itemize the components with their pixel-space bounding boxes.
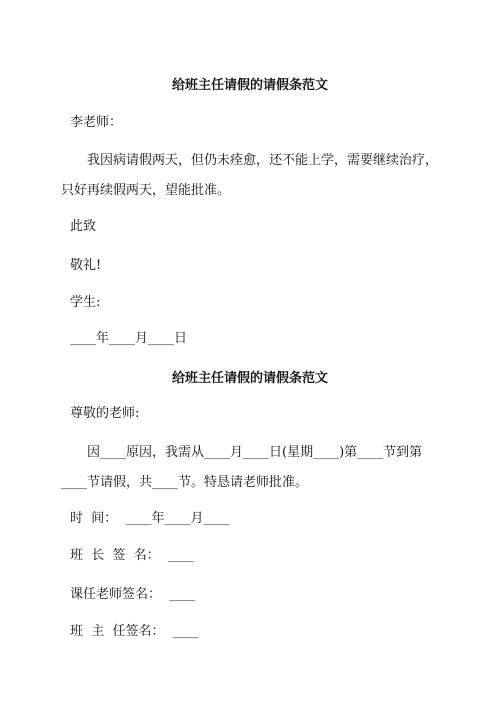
letter2-title: 给班主任请假的请假条范文 [171, 371, 328, 386]
letter1-date: ____年____月____日 [70, 331, 188, 346]
letter1-closing-1: 此致 [70, 219, 97, 234]
letter2-monitor-signature: 班 长 签 名： ____ [70, 548, 195, 563]
letter1-closing-2: 敬礼! [70, 258, 102, 273]
letter2-body: 因____原因，我需从____月____日(星期____)第____节到第____节请假，共____节。特恳请老师批准。 [61, 445, 423, 490]
letter2-time: 时 间： ____年____月____ [70, 511, 230, 526]
letter2-salutation: 尊敬的老师: [70, 406, 140, 421]
letter1-signature: 学生: [70, 295, 101, 310]
letter2-head-teacher-signature: 班 主 任签名： ____ [70, 624, 199, 639]
letter1-title: 给班主任请假的请假条范文 [171, 78, 328, 93]
letter1-body: 我因病请假两天，但仍未痊愈，还不能上学，需要继续治疗，只好再续假两天，望能批准。 [61, 153, 439, 198]
letter1-salutation: 李老师： [70, 115, 123, 130]
letter2-course-teacher-signature: 课任老师签名： ____ [70, 587, 196, 602]
